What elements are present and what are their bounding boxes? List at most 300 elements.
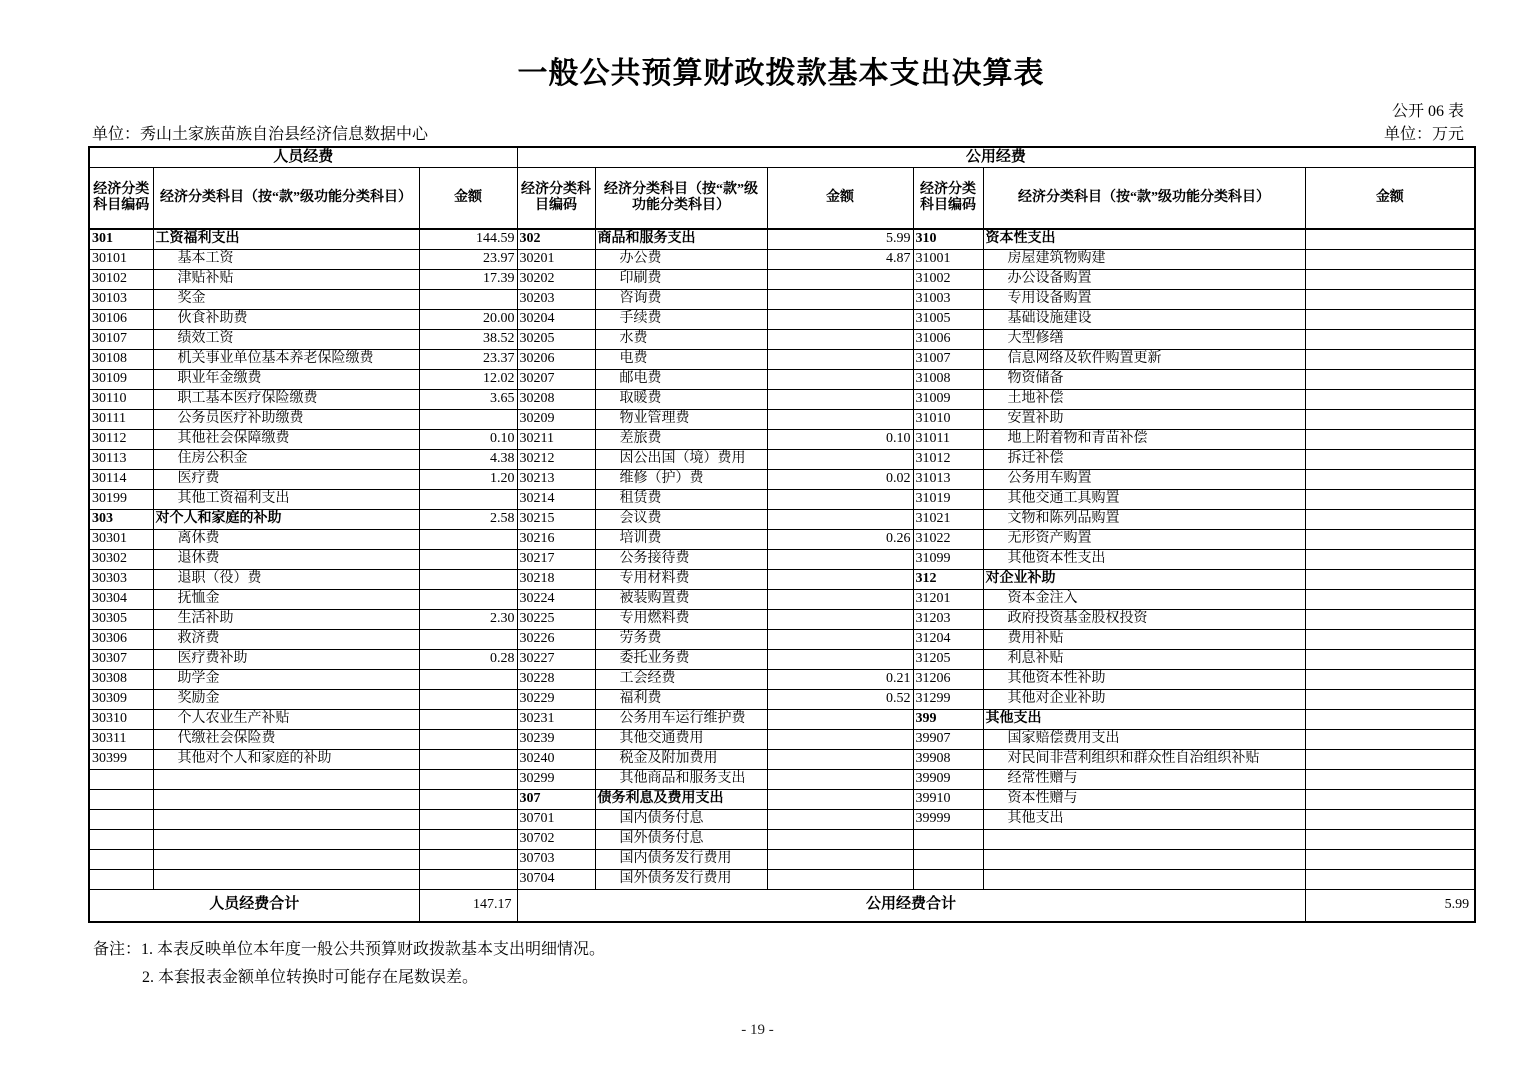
cell-subject: 生活补助 xyxy=(153,609,419,629)
cell-code: 30204 xyxy=(517,309,595,329)
col-header-subject-3: 经济分类科目（按“款”级功能分类科目） xyxy=(983,168,1305,230)
cell-amount xyxy=(419,829,517,849)
cell-code: 312 xyxy=(913,569,983,589)
table-row xyxy=(89,709,1475,729)
cell-code: 31002 xyxy=(913,269,983,289)
cell-amount xyxy=(1305,349,1475,369)
cell-amount: 3.65 xyxy=(419,389,517,409)
cell-amount: 0.21 xyxy=(767,669,913,689)
cell-amount xyxy=(1305,369,1475,389)
cell-amount xyxy=(767,369,913,389)
cell-code: 31206 xyxy=(913,669,983,689)
cell-code xyxy=(89,789,153,809)
cell-code: 30307 xyxy=(89,649,153,669)
cell-amount xyxy=(419,809,517,829)
cell-subject xyxy=(153,769,419,789)
cell-code: 30239 xyxy=(517,729,595,749)
cell-subject: 会议费 xyxy=(595,509,767,529)
cell-subject: 其他商品和服务支出 xyxy=(595,769,767,789)
cell-subject: 文物和陈列品购置 xyxy=(983,509,1305,529)
cell-subject: 职工基本医疗保险缴费 xyxy=(153,389,419,409)
cell-amount xyxy=(1305,769,1475,789)
cell-code: 30305 xyxy=(89,609,153,629)
cell-subject: 邮电费 xyxy=(595,369,767,389)
cell-amount xyxy=(419,709,517,729)
unit-line xyxy=(88,121,1474,144)
cell-code: 30203 xyxy=(517,289,595,309)
table-row xyxy=(89,869,1475,889)
cell-amount xyxy=(1305,389,1475,409)
cell-subject: 机关事业单位基本养老保险缴费 xyxy=(153,349,419,369)
cell-subject: 税金及附加费用 xyxy=(595,749,767,769)
cell-amount xyxy=(767,789,913,809)
cell-amount xyxy=(419,489,517,509)
cell-subject: 福利费 xyxy=(595,689,767,709)
cell-amount: 20.00 xyxy=(419,309,517,329)
table-row xyxy=(89,309,1475,329)
cell-amount xyxy=(767,449,913,469)
cell-subject: 专用燃料费 xyxy=(595,609,767,629)
cell-amount xyxy=(767,769,913,789)
org-unit-label: 单位：秀山土家族苗族自治县经济信息数据中心 xyxy=(92,126,429,143)
cell-code: 30218 xyxy=(517,569,595,589)
cell-code: 31205 xyxy=(913,649,983,669)
cell-code: 31001 xyxy=(913,249,983,269)
cell-code: 30399 xyxy=(89,749,153,769)
cell-amount: 4.87 xyxy=(767,249,913,269)
col-header-amount-2: 金额 xyxy=(767,168,913,230)
cell-code: 30304 xyxy=(89,589,153,609)
cell-code: 31203 xyxy=(913,609,983,629)
cell-amount xyxy=(1305,749,1475,769)
cell-code: 31009 xyxy=(913,389,983,409)
cell-amount xyxy=(1305,489,1475,509)
cell-code: 30240 xyxy=(517,749,595,769)
cell-subject: 救济费 xyxy=(153,629,419,649)
cell-code: 30199 xyxy=(89,489,153,509)
cell-subject: 办公费 xyxy=(595,249,767,269)
cell-amount xyxy=(1305,469,1475,489)
cell-subject: 退休费 xyxy=(153,549,419,569)
cell-code: 30112 xyxy=(89,429,153,449)
cell-subject: 无形资产购置 xyxy=(983,529,1305,549)
cell-subject: 工会经费 xyxy=(595,669,767,689)
cell-code: 30701 xyxy=(517,809,595,829)
cell-amount xyxy=(767,409,913,429)
cell-subject: 对民间非营利组织和群众性自治组织补贴 xyxy=(983,749,1305,769)
cell-subject: 国内债务发行费用 xyxy=(595,849,767,869)
cell-amount: 17.39 xyxy=(419,269,517,289)
cell-subject: 其他交通工具购置 xyxy=(983,489,1305,509)
cell-amount: 2.58 xyxy=(419,509,517,529)
group-personnel-header: 人员经费 xyxy=(89,147,517,168)
table-row xyxy=(89,589,1475,609)
cell-amount xyxy=(767,609,913,629)
cell-subject: 大型修缮 xyxy=(983,329,1305,349)
cell-subject: 抚恤金 xyxy=(153,589,419,609)
cell-subject: 印刷费 xyxy=(595,269,767,289)
cell-code: 30108 xyxy=(89,349,153,369)
cell-amount xyxy=(767,809,913,829)
cell-subject: 物资储备 xyxy=(983,369,1305,389)
cell-amount xyxy=(1305,409,1475,429)
cell-amount xyxy=(419,769,517,789)
cell-code: 30310 xyxy=(89,709,153,729)
table-row xyxy=(89,549,1475,569)
cell-code: 31010 xyxy=(913,409,983,429)
col-header-amount-1: 金额 xyxy=(419,168,517,230)
cell-code: 30704 xyxy=(517,869,595,889)
col-header-subject-1: 经济分类科目（按“款”级功能分类科目） xyxy=(153,168,419,230)
cell-amount xyxy=(1305,709,1475,729)
cell-amount xyxy=(1305,509,1475,529)
table-row xyxy=(89,469,1475,489)
cell-amount xyxy=(767,709,913,729)
cell-amount xyxy=(1305,549,1475,569)
cell-code: 30228 xyxy=(517,669,595,689)
cell-subject xyxy=(153,869,419,889)
cell-code: 30299 xyxy=(517,769,595,789)
cell-code: 31008 xyxy=(913,369,983,389)
col-header-code-3: 经济分类科目编码 xyxy=(913,168,983,230)
cell-amount xyxy=(419,729,517,749)
table-row xyxy=(89,769,1475,789)
cell-code: 307 xyxy=(517,789,595,809)
cell-code: 30110 xyxy=(89,389,153,409)
cell-amount xyxy=(419,689,517,709)
cell-subject: 代缴社会保险费 xyxy=(153,729,419,749)
cell-subject: 地上附着物和青苗补偿 xyxy=(983,429,1305,449)
cell-code: 399 xyxy=(913,709,983,729)
cell-code: 30102 xyxy=(89,269,153,289)
col-header-amount-3: 金额 xyxy=(1305,168,1475,230)
cell-subject: 水费 xyxy=(595,329,767,349)
cell-subject: 公务员医疗补助缴费 xyxy=(153,409,419,429)
cell-amount xyxy=(767,589,913,609)
cell-subject: 费用补贴 xyxy=(983,629,1305,649)
cell-amount xyxy=(1305,589,1475,609)
cell-code: 30208 xyxy=(517,389,595,409)
cell-subject: 劳务费 xyxy=(595,629,767,649)
cell-code: 303 xyxy=(89,509,153,529)
cell-subject: 物业管理费 xyxy=(595,409,767,429)
cell-subject xyxy=(983,829,1305,849)
cell-code xyxy=(89,849,153,869)
budget-table xyxy=(88,146,1476,923)
cell-amount xyxy=(1305,669,1475,689)
cell-subject: 债务利息及费用支出 xyxy=(595,789,767,809)
cell-subject xyxy=(153,809,419,829)
table-row xyxy=(89,249,1475,269)
cell-subject: 土地补偿 xyxy=(983,389,1305,409)
cell-subject: 职业年金缴费 xyxy=(153,369,419,389)
cell-code: 39908 xyxy=(913,749,983,769)
table-code-label: 公开 06 表 xyxy=(1391,103,1464,120)
cell-code: 31007 xyxy=(913,349,983,369)
cell-code: 30231 xyxy=(517,709,595,729)
cell-code: 30703 xyxy=(517,849,595,869)
cell-amount xyxy=(767,269,913,289)
cell-subject: 因公出国（境）费用 xyxy=(595,449,767,469)
cell-amount: 23.97 xyxy=(419,249,517,269)
table-row xyxy=(89,829,1475,849)
cell-amount xyxy=(767,849,913,869)
cell-code: 30206 xyxy=(517,349,595,369)
cell-code: 39909 xyxy=(913,769,983,789)
cell-subject: 其他对个人和家庭的补助 xyxy=(153,749,419,769)
cell-subject: 国外债务付息 xyxy=(595,829,767,849)
cell-code: 30226 xyxy=(517,629,595,649)
cell-code: 31005 xyxy=(913,309,983,329)
cell-code xyxy=(913,869,983,889)
cell-subject: 其他资本性支出 xyxy=(983,549,1305,569)
cell-code: 30309 xyxy=(89,689,153,709)
cell-code: 39999 xyxy=(913,809,983,829)
column-header-row xyxy=(89,168,1475,230)
cell-code: 301 xyxy=(89,229,153,249)
note-line-2: 2. 本套报表金额单位转换时可能存在尾数误差。 xyxy=(142,969,479,986)
cell-code: 30107 xyxy=(89,329,153,349)
personnel-total-value: 147.17 xyxy=(419,889,517,922)
table-row xyxy=(89,489,1475,509)
cell-subject: 其他工资福利支出 xyxy=(153,489,419,509)
personnel-total-label: 人员经费合计 xyxy=(89,889,419,922)
cell-amount xyxy=(767,489,913,509)
cell-subject: 工资福利支出 xyxy=(153,229,419,249)
cell-code xyxy=(913,829,983,849)
table-row xyxy=(89,649,1475,669)
cell-code xyxy=(913,849,983,869)
cell-amount xyxy=(1305,609,1475,629)
cell-code: 30201 xyxy=(517,249,595,269)
public-total-value: 5.99 xyxy=(1305,889,1475,922)
cell-subject: 资本金注入 xyxy=(983,589,1305,609)
cell-code: 30308 xyxy=(89,669,153,689)
cell-subject: 个人农业生产补贴 xyxy=(153,709,419,729)
cell-code: 31006 xyxy=(913,329,983,349)
cell-code: 31013 xyxy=(913,469,983,489)
cell-amount xyxy=(419,589,517,609)
notes-block xyxy=(93,936,605,992)
cell-subject: 其他支出 xyxy=(983,809,1305,829)
cell-code: 31201 xyxy=(913,589,983,609)
cell-subject: 其他交通费用 xyxy=(595,729,767,749)
public-total-label: 公用经费合计 xyxy=(517,889,1305,922)
cell-subject: 基本工资 xyxy=(153,249,419,269)
cell-code: 39910 xyxy=(913,789,983,809)
cell-code: 30213 xyxy=(517,469,595,489)
cell-subject: 国外债务发行费用 xyxy=(595,869,767,889)
page-title: 一般公共预算财政拨款基本支出决算表 xyxy=(517,57,1045,90)
cell-subject: 其他支出 xyxy=(983,709,1305,729)
cell-amount: 0.26 xyxy=(767,529,913,549)
table-row xyxy=(89,429,1475,449)
cell-code: 30211 xyxy=(517,429,595,449)
cell-code xyxy=(89,809,153,829)
table-row xyxy=(89,289,1475,309)
cell-subject: 公务用车运行维护费 xyxy=(595,709,767,729)
table-row xyxy=(89,369,1475,389)
cell-subject: 利息补贴 xyxy=(983,649,1305,669)
cell-subject: 经常性赠与 xyxy=(983,769,1305,789)
cell-amount xyxy=(767,289,913,309)
cell-subject: 奖金 xyxy=(153,289,419,309)
cell-amount xyxy=(767,629,913,649)
cell-amount: 0.10 xyxy=(767,429,913,449)
cell-amount xyxy=(767,349,913,369)
cell-subject: 伙食补助费 xyxy=(153,309,419,329)
cell-subject: 其他社会保障缴费 xyxy=(153,429,419,449)
col-header-subject-2: 经济分类科目（按“款”级功能分类科目） xyxy=(595,168,767,230)
cell-code: 30301 xyxy=(89,529,153,549)
cell-subject: 住房公积金 xyxy=(153,449,419,469)
cell-amount xyxy=(1305,869,1475,889)
cell-amount xyxy=(419,789,517,809)
cell-subject: 医疗费补助 xyxy=(153,649,419,669)
group-public-header: 公用经费 xyxy=(517,147,1475,168)
cell-code: 30212 xyxy=(517,449,595,469)
table-row xyxy=(89,569,1475,589)
cell-code: 30225 xyxy=(517,609,595,629)
cell-subject xyxy=(153,829,419,849)
cell-code: 30303 xyxy=(89,569,153,589)
cell-amount: 144.59 xyxy=(419,229,517,249)
cell-code: 30216 xyxy=(517,529,595,549)
cell-subject: 拆迁补偿 xyxy=(983,449,1305,469)
cell-code: 30306 xyxy=(89,629,153,649)
cell-subject: 资本性赠与 xyxy=(983,789,1305,809)
cell-amount: 2.30 xyxy=(419,609,517,629)
cell-amount xyxy=(1305,309,1475,329)
cell-subject: 绩效工资 xyxy=(153,329,419,349)
cell-amount xyxy=(419,549,517,569)
cell-amount: 5.99 xyxy=(767,229,913,249)
cell-subject: 维修（护）费 xyxy=(595,469,767,489)
cell-code: 30217 xyxy=(517,549,595,569)
cell-code: 31022 xyxy=(913,529,983,549)
cell-amount xyxy=(419,529,517,549)
cell-amount xyxy=(767,749,913,769)
cell-code: 30224 xyxy=(517,589,595,609)
table-row xyxy=(89,389,1475,409)
cell-subject xyxy=(153,789,419,809)
cell-code: 30202 xyxy=(517,269,595,289)
cell-code: 30207 xyxy=(517,369,595,389)
cell-amount xyxy=(767,309,913,329)
table-row xyxy=(89,529,1475,549)
cell-subject: 专用设备购置 xyxy=(983,289,1305,309)
cell-subject: 安置补助 xyxy=(983,409,1305,429)
cell-subject: 商品和服务支出 xyxy=(595,229,767,249)
cell-code: 30205 xyxy=(517,329,595,349)
cell-amount: 23.37 xyxy=(419,349,517,369)
cell-code: 30229 xyxy=(517,689,595,709)
table-row xyxy=(89,409,1475,429)
cell-code: 31012 xyxy=(913,449,983,469)
cell-code: 30209 xyxy=(517,409,595,429)
cell-amount xyxy=(1305,429,1475,449)
totals-row xyxy=(89,889,1475,922)
cell-amount xyxy=(419,849,517,869)
cell-amount xyxy=(419,749,517,769)
cell-code: 302 xyxy=(517,229,595,249)
cell-code: 30215 xyxy=(517,509,595,529)
cell-amount: 1.20 xyxy=(419,469,517,489)
cell-subject: 医疗费 xyxy=(153,469,419,489)
cell-subject: 津贴补贴 xyxy=(153,269,419,289)
table-row xyxy=(89,449,1475,469)
cell-code: 30109 xyxy=(89,369,153,389)
table-row xyxy=(89,609,1475,629)
cell-amount: 0.52 xyxy=(767,689,913,709)
cell-subject: 专用材料费 xyxy=(595,569,767,589)
col-header-code-1: 经济分类科目编码 xyxy=(89,168,153,230)
table-row xyxy=(89,729,1475,749)
table-row xyxy=(89,509,1475,529)
cell-subject: 公务接待费 xyxy=(595,549,767,569)
table-row xyxy=(89,349,1475,369)
cell-code: 30111 xyxy=(89,409,153,429)
cell-amount xyxy=(1305,229,1475,249)
cell-subject: 对企业补助 xyxy=(983,569,1305,589)
cell-code: 31299 xyxy=(913,689,983,709)
cell-code: 31011 xyxy=(913,429,983,449)
cell-code xyxy=(89,829,153,849)
cell-amount: 0.02 xyxy=(767,469,913,489)
cell-amount xyxy=(767,869,913,889)
cell-subject: 助学金 xyxy=(153,669,419,689)
cell-code: 39907 xyxy=(913,729,983,749)
cell-amount: 0.28 xyxy=(419,649,517,669)
cell-subject xyxy=(153,849,419,869)
cell-amount xyxy=(1305,829,1475,849)
cell-subject: 电费 xyxy=(595,349,767,369)
cell-amount: 4.38 xyxy=(419,449,517,469)
money-unit-label: 单位：万元 xyxy=(1383,126,1464,143)
cell-subject: 资本性支出 xyxy=(983,229,1305,249)
cell-subject: 咨询费 xyxy=(595,289,767,309)
cell-amount xyxy=(1305,689,1475,709)
cell-amount xyxy=(767,389,913,409)
cell-amount xyxy=(767,509,913,529)
cell-code: 310 xyxy=(913,229,983,249)
col-header-code-2: 经济分类科目编码 xyxy=(517,168,595,230)
cell-subject xyxy=(983,849,1305,869)
cell-amount xyxy=(419,669,517,689)
table-row xyxy=(89,749,1475,769)
cell-subject: 其他资本性补助 xyxy=(983,669,1305,689)
cell-amount xyxy=(1305,849,1475,869)
cell-code: 30702 xyxy=(517,829,595,849)
cell-amount xyxy=(1305,249,1475,269)
cell-amount xyxy=(767,649,913,669)
cell-code: 30114 xyxy=(89,469,153,489)
table-row xyxy=(89,789,1475,809)
cell-code: 30113 xyxy=(89,449,153,469)
cell-code: 30214 xyxy=(517,489,595,509)
cell-amount xyxy=(1305,629,1475,649)
cell-amount xyxy=(767,329,913,349)
cell-subject: 房屋建筑物购建 xyxy=(983,249,1305,269)
cell-amount: 0.10 xyxy=(419,429,517,449)
cell-amount xyxy=(419,869,517,889)
cell-amount xyxy=(419,289,517,309)
cell-subject: 租赁费 xyxy=(595,489,767,509)
cell-subject: 手续费 xyxy=(595,309,767,329)
table-row xyxy=(89,229,1475,249)
budget-table-body xyxy=(89,229,1475,889)
cell-amount xyxy=(1305,269,1475,289)
